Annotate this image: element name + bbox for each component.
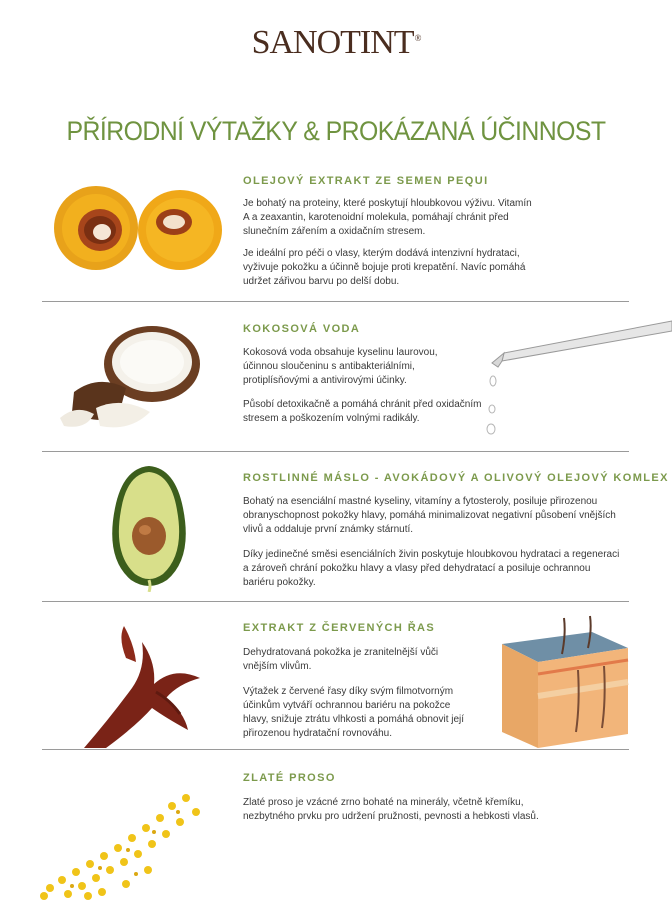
section-title-red-algae: EXTRAKT Z ČERVENÝCH ŘAS <box>243 622 436 634</box>
brand-name: SANOTINT <box>251 24 414 61</box>
section-text-red-algae-2: Výtažek z červené řasy díky svým filmotvorným účinkům vytváří ochrannou bariéru na pokožce hlavy, snižuje ztrátu vlhkosti a pomáhá obnovit její přirozenou hydratační rovnováhu. <box>243 686 465 739</box>
page-headline: PŘÍRODNÍ VÝTAŽKY & PROKÁZANÁ ÚČINNOST <box>66 116 606 146</box>
section-title-pequi: OLEJOVÝ EXTRAKT ZE SEMEN PEQUI <box>243 175 489 187</box>
section-text-pequi-2: Je ideální pro péči o vlasy, kterým dodává intenzivní hydrataci, vyživuje pokožku a účinně bojuje proti krepatění. Navíc pomáhá udržet zářivou barvu po delší dobu. <box>243 248 526 287</box>
section-title-millet: ZLATÉ PROSO <box>243 772 336 784</box>
avocado-illustration <box>105 462 193 592</box>
section-text-pequi-1: Je bohatý na proteiny, které poskytují hloubkovou výživu. Vitamín A a zeaxantin, karotenoidní molekula, pomáhají chránit před slunečním zářením a oxidačním stresem. <box>243 198 532 237</box>
section-text-avocado-2: Díky jedinečné směsi esenciálních živin poskytuje hloubkovou hydrataci a regeneraci a zároveň chrání pokožku hlavy a vlasy před dehydratací a posiluje ochrannou bariéru pokožky. <box>243 549 620 588</box>
section-title-coconut: KOKOSOVÁ VODA <box>243 323 361 335</box>
pequi-fruit-illustration <box>48 178 228 278</box>
section-text-coconut-2: Působí detoxikačně a pomáhá chránit před oxidačním stresem a poškozením volnými radikály. <box>243 399 482 424</box>
section-divider <box>42 601 629 602</box>
registered-mark: ® <box>414 32 421 43</box>
skin-layers-illustration <box>494 614 632 750</box>
section-divider <box>42 301 629 302</box>
section-title-avocado: ROSTLINNÉ MÁSLO - AVOKÁDOVÝ A OLIVOVÝ OLEJOVÝ KOMLEX <box>243 472 669 484</box>
section-text-millet-1: Zlaté proso je vzácné zrno bohaté na minerály, včetně křemíku, nezbytného prvku pro udržení pružnosti, pevnosti a hebkosti vlasů. <box>243 797 539 822</box>
red-algae-illustration <box>70 622 210 750</box>
coconut-illustration <box>56 322 206 434</box>
section-text-red-algae-1: Dehydratovaná pokožka je zranitelnější vůči vnějším vlivům. <box>243 647 439 672</box>
section-divider <box>42 451 629 452</box>
brand-logo <box>0 24 672 62</box>
millet-grains-illustration <box>36 790 216 900</box>
section-divider <box>42 749 629 750</box>
section-text-avocado-1: Bohatý na esenciální mastné kyseliny, vitamíny a fytosteroly, posiluje přirozenou obranyschopnost pokožky hlavy, pomáhá minimalizovat negativní působení vnějších vlivů a oddaluje první známky stárnutí. <box>243 496 616 535</box>
pipette-illustration <box>484 317 672 439</box>
section-text-coconut-1: Kokosová voda obsahuje kyselinu laurovou, účinnou sloučeninu s antibakteriálními, protiplísňovými a antivirovými účinky. <box>243 347 438 386</box>
